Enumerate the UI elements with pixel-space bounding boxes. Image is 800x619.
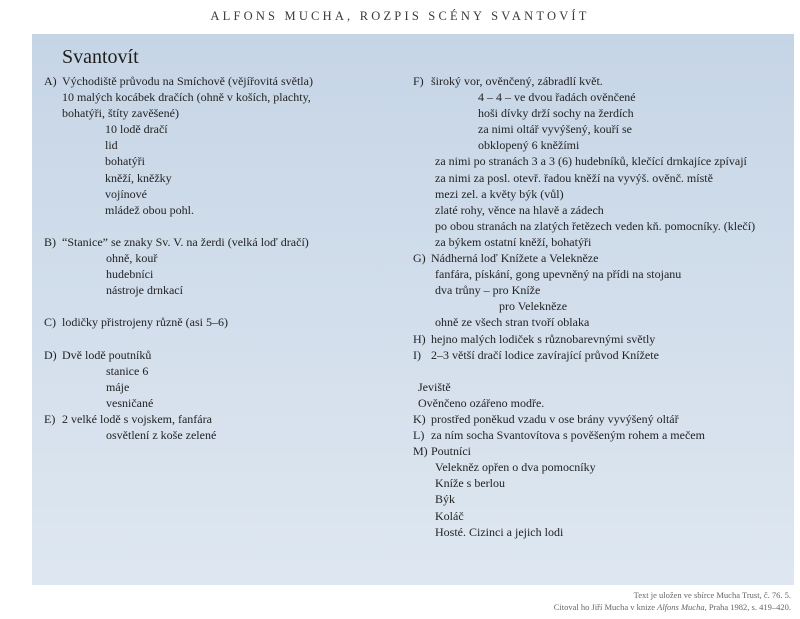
entry-line: kněží, kněžky — [105, 170, 172, 185]
entry-f — [413, 73, 793, 89]
entry-line: za nimi po stranách 3 a 3 (6) hudebníků, klečící drnkajíce zpívají — [435, 154, 747, 169]
entry-line: máje — [106, 379, 130, 394]
entry-line: ohně ze všech stran tvoří oblaka — [435, 315, 590, 330]
entry-line: vesničané — [106, 395, 154, 410]
book-title: Alfons Mucha — [657, 601, 705, 612]
entry-text: hejno malých lodiček s různobarevnými světly — [431, 331, 656, 346]
document-title: Svantovít — [62, 46, 139, 68]
entry-marker: A) — [44, 74, 57, 88]
entry-marker: M) — [413, 444, 428, 459]
entry-line: lid — [105, 138, 118, 153]
entry-marker: C) — [44, 315, 56, 330]
entry-text: “Stanice” se znaky Sv. V. na žerdi (velká loď dračí) — [62, 234, 309, 249]
entry-line: Hosté. Cizinci a jejich lodi — [435, 524, 564, 539]
stage-heading: Jeviště — [418, 379, 451, 394]
entry-line: stanice 6 — [106, 363, 149, 378]
source-suffix: , Praha 1982, s. 419–420. — [704, 601, 791, 612]
entry-line: hudebníci — [106, 267, 154, 282]
entry-line: mládež obou pohl. — [105, 202, 194, 217]
entry-line: ohně, kouř — [106, 251, 158, 266]
entry-marker: I) — [413, 347, 421, 362]
header-title: ALFONS MUCHA, ROZPIS SCÉNY SVANTOVÍT — [210, 9, 590, 23]
entry-text: Nádherná loď Knížete a Velekněze — [431, 251, 599, 266]
entry-line: Velekněz opřen o dva pomocníky — [435, 460, 596, 475]
entry-h — [413, 331, 793, 347]
entry-g — [413, 250, 793, 266]
entry-text: Dvě lodě poutníků — [62, 347, 152, 362]
entry-text: prostřed poněkud vzadu v ose brány vyvýšený oltář — [431, 411, 679, 426]
entry-line: bohatýři, štíty zavěšené) — [62, 106, 179, 121]
source-line-2 — [554, 602, 791, 614]
entry-line: Koláč — [435, 508, 464, 523]
entry-k — [413, 411, 793, 427]
entry-text: 2–3 větší dračí lodice zavírající průvod Knížete — [431, 347, 659, 362]
entry-line: Býk — [435, 492, 456, 507]
entry-marker: H) — [413, 331, 426, 346]
entry-text: za ním socha Svantovítova s pověšeným rohem a mečem — [431, 428, 705, 443]
entry-line: Kníže s berlou — [435, 476, 505, 491]
entry-line: bohatýři — [105, 154, 145, 169]
entry-line: 10 malých kocábek dračích (ohně v koších, plachty, — [62, 90, 311, 105]
entry-text: lodičky přistrojeny různě (asi 5–6) — [62, 315, 228, 330]
entry-marker: G) — [413, 251, 426, 266]
entry-marker: L) — [413, 428, 425, 443]
entry-b — [44, 234, 404, 250]
entry-line: dva trůny – pro Kníže — [435, 283, 541, 298]
entry-text: Východiště průvodu na Smíchově (vějířovitá světla) — [62, 74, 313, 88]
entry-line: pro Velekněze — [499, 299, 568, 314]
entry-d — [44, 347, 404, 363]
entry-line: fanfára, pískání, gong upevněný na přídi na stojanu — [435, 267, 682, 282]
entry-line: obklopený 6 kněžími — [478, 138, 580, 153]
entry-line: za nimi oltář vyvýšený, kouří se — [478, 122, 632, 137]
entry-line: za býkem ostatní kněží, bohatýři — [435, 234, 592, 249]
entry-line: za nimi za posl. otevř. řadou kněží na vyvýš. ověnč. místě — [435, 170, 713, 185]
entry-text: široký vor, ověnčený, zábradlí květ. — [431, 74, 603, 88]
entry-e — [44, 411, 404, 427]
source-line-1: Text je uložen ve sbírce Mucha Trust, č. 76. 5. — [633, 590, 791, 600]
entry-marker: B) — [44, 234, 56, 249]
entry-l — [413, 427, 793, 443]
source-prefix: Citoval ho Jiří Mucha v knize — [553, 601, 658, 612]
entry-marker: E) — [44, 411, 56, 426]
left-column — [44, 73, 404, 443]
entry-marker: K) — [413, 411, 426, 426]
entry-line: osvětlení z koše zelené — [106, 428, 217, 443]
entry-marker: F) — [413, 74, 424, 88]
entry-text: Poutníci — [431, 444, 472, 459]
entry-a — [44, 73, 404, 89]
entry-text: 2 velké lodě s vojskem, fanfára — [62, 411, 212, 426]
entry-i — [413, 347, 793, 363]
right-column — [413, 73, 793, 540]
source-note — [554, 590, 791, 613]
entry-line: zlaté rohy, věnce na hlavě a zádech — [435, 202, 604, 217]
entry-line: 10 lodě dračí — [105, 122, 168, 137]
entry-line: po obou stranách na zlatých řetězech veden kň. pomocníky. (klečí) — [435, 218, 756, 233]
stage-lighting: Ověnčeno ozářeno modře. — [418, 395, 545, 410]
entry-c — [44, 314, 404, 330]
entry-marker: D) — [44, 347, 57, 362]
entry-m — [413, 443, 793, 459]
entry-line: 4 – 4 – ve dvou řadách ověnčené — [478, 90, 636, 105]
entry-line: nástroje drnkací — [106, 283, 183, 298]
entry-line: mezi zel. a květy býk (vůl) — [435, 186, 564, 201]
entry-line: hoši dívky drží sochy na žerdích — [478, 106, 634, 121]
entry-line: vojínové — [105, 186, 147, 201]
